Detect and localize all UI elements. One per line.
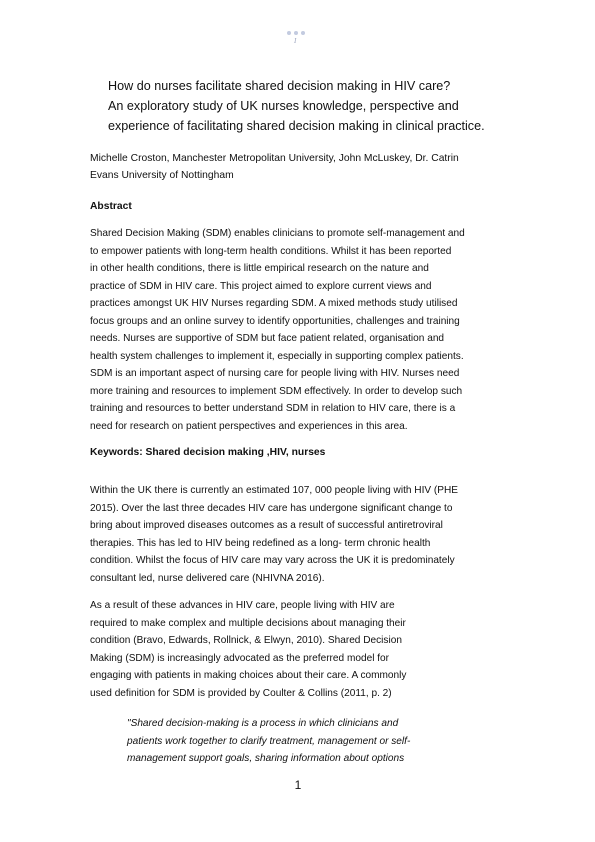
body-line: engaging with patients in making choices about their care. A commonly: [90, 670, 407, 681]
title-line: How do nurses facilitate shared decision making in HIV care?: [108, 79, 451, 93]
abstract-line: more training and resources to implement SDM effectively. In order to develop such: [90, 385, 463, 397]
abstract-line: SDM is an important aspect of nursing care for people living with HIV. Nurses need: [90, 368, 460, 379]
paper-title: [108, 76, 548, 136]
abstract-line: Shared Decision Making (SDM) enables clinicians to promote self-management and: [90, 228, 465, 239]
abstract-heading: Abstract: [90, 201, 132, 212]
body-line: condition (Bravo, Edwards, Rollnick, & Elwyn, 2010). Shared Decision: [90, 635, 402, 646]
body-line: required to make complex and multiple decisions about managing their: [90, 617, 406, 629]
logo-dot: [287, 31, 291, 35]
abstract-line: in other health conditions, there is little empirical research on the nature and: [90, 263, 429, 274]
abstract-line: health system challenges to implement it, especially in supporting complex patients.: [90, 350, 464, 362]
abstract-line: focus groups and an online survey to identify opportunities, challenges and training: [90, 315, 460, 327]
abstract-line: needs. Nurses are supportive of SDM but face patient related, organisation and: [90, 333, 445, 344]
block-quote: [127, 715, 547, 768]
body-line: 2015). Over the last three decades HIV care has undergone significant change to: [90, 502, 453, 514]
university-logo-icon: [287, 31, 309, 47]
logo-roman-numeral: I: [294, 37, 297, 45]
body-line: Within the UK there is currently an estimated 107, 000 people living with HIV (PHE: [90, 485, 459, 496]
keywords-line: Keywords: Shared decision making ,HIV, nurses: [90, 447, 326, 458]
quote-line: "Shared decision-making is a process in which clinicians and: [127, 718, 399, 729]
abstract-line: need for research on patient perspectives and experiences in this area.: [90, 420, 408, 432]
logo-dot: [301, 31, 305, 35]
quote-line: patients work together to clarify treatment, management or self-: [127, 735, 411, 747]
body-line: bring about improved diseases outcomes as a result of successful antiretroviral: [90, 520, 443, 531]
abstract-line: practice of SDM in HIV care. This project aimed to explore current views and: [90, 280, 432, 292]
author-list: [90, 150, 530, 184]
abstract-line: to empower patients with long-term health conditions. Whilst it has been reported: [90, 245, 452, 257]
body-line: used definition for SDM is provided by Coulter & Collins (2011, p. 2): [90, 687, 392, 699]
body-line: condition. Whilst the focus of HIV care may vary across the UK it is predominately: [90, 555, 455, 566]
author-line: Evans University of Nottingham: [90, 170, 234, 181]
title-line: experience of facilitating shared decision making in clinical practice.: [108, 119, 485, 133]
title-line: An exploratory study of UK nurses knowledge, perspective and: [108, 99, 459, 113]
abstract-line: practices amongst UK HIV Nurses regarding SDM. A mixed methods study utilised: [90, 298, 458, 309]
body-line: consultant led, nurse delivered care (NHIVNA 2016).: [90, 572, 325, 584]
body-paragraph-1: [90, 482, 530, 587]
logo-dot: [294, 31, 298, 35]
abstract-paragraph: [90, 225, 530, 435]
page-number: 1: [294, 778, 302, 792]
body-line: therapies. This has led to HIV being redefined as a long- term chronic health: [90, 537, 431, 549]
body-line: As a result of these advances in HIV care, people living with HIV are: [90, 600, 395, 611]
body-paragraph-2: [90, 597, 530, 702]
body-line: Making (SDM) is increasingly advocated as the preferred model for: [90, 652, 390, 664]
quote-line: management support goals, sharing information about options: [127, 753, 405, 764]
abstract-line: training and resources to better understand SDM in relation to HIV care, there is a: [90, 403, 456, 414]
author-line: Michelle Croston, Manchester Metropolitan University, John McLuskey, Dr. Catrin: [90, 153, 459, 164]
